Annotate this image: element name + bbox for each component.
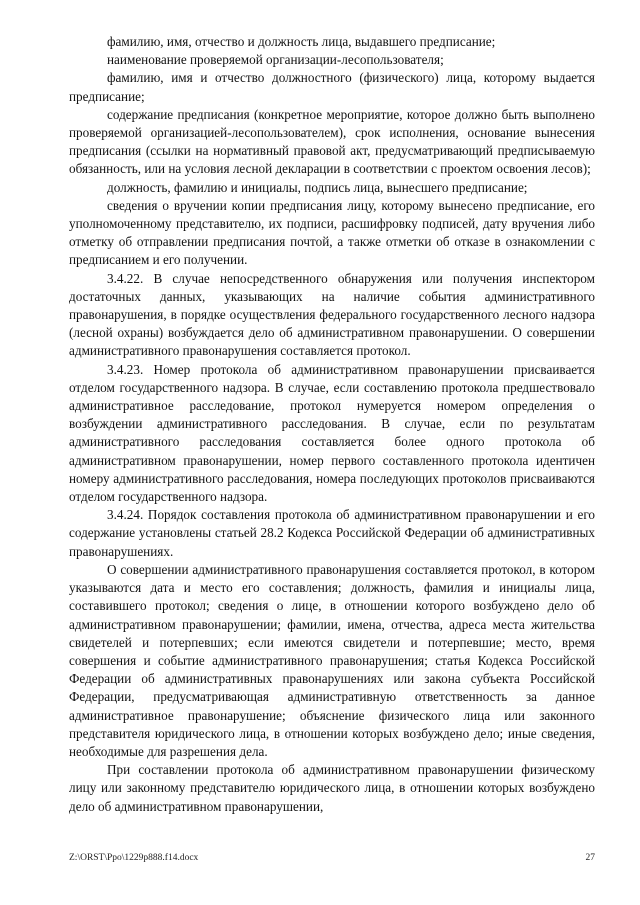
paragraph-content: содержание предписания (конкретное мероприятие, которое должно быть выполнено проверяемой организацией-лесопользователем), срок исполнения, основание вынесения предписания (ссылки на нормативный правовой акт, предусматривающий предписываемую обязанность, или на условия лесной декларации в соответствии с проектом освоения лесов); (69, 106, 595, 177)
document-body (69, 33, 595, 816)
paragraph-recipient: фамилию, имя и отчество должностного (физического) лица, которому выдается предписание; (69, 70, 595, 104)
paragraph-3-4-24: 3.4.24. Порядок составления протокола об административном правонарушении и его содержание установлены статьей 28.2 Кодекса Российской Федерации об административных правонарушениях. (69, 507, 595, 559)
footer-page-number: 27 (585, 853, 595, 863)
paragraph-delivery: сведения о вручении копии предписания лицу, которому вынесено предписание, его уполномоченному представителю, их подписи, расшифровку подписей, дату вручения либо отметку об отправлении предписания почтой, а также отметки об отказе в ознакомлении с предписанием и его получении. (69, 197, 595, 268)
paragraph-issuer: фамилию, имя, отчество и должность лица, выдавшего предписание; (107, 34, 496, 49)
paragraph-3-4-23: 3.4.23. Номер протокола об административном правонарушении присваивается отделом государственного надзора. В случае, если составлению протокола предшествовало административное расследование, протокол нумеруется номером определения о возбуждении административного расследования. В случае, если по результатам административного расследования составляется более одного протокола об административном правонарушении, номер первого составленного протокола идентичен номеру административного расследования, номера последующих протоколов присваиваются отделом государственного надзора. (69, 361, 595, 505)
paragraph-3-4-22: 3.4.22. В случае непосредственного обнаружения или получения инспектором достаточных данных, указывающих на наличие события административного правонарушения, в порядке осуществления федерального государственного лесного надзора (лесной охраны) возбуждается дело об административном правонарушении. О совершении административного правонарушения составляется протокол. (69, 270, 595, 359)
paragraph-signer: должность, фамилию и инициалы, подпись лица, вынесшего предписание; (107, 179, 528, 195)
footer-file-path: Z:\ORST\Ppo\1229p888.f14.docx (69, 853, 199, 863)
paragraph-protocol-content: О совершении административного правонарушения составляется протокол, в котором указываются дата и место его составления; должность, фамилия и инициалы лица, составившего протокол; сведения о лице, в отношении которого возбуждено дело об административном правонарушении; фамилии, имена, отчества, адреса места жительства свидетелей и потерпевших; если имеются свидетели и потерпевшие; место, время совершения и событие административного правонарушения; статья Кодекса Российской Федерации об административных правонарушениях или закона субъекта Российской Федерации, предусматривающая административную ответственность за данное административное правонарушение; объяснение физического лица или законного представителя юридического лица, в отношении которых возбуждено дело; иные сведения, необходимые для разрешения дела. (69, 561, 595, 759)
paragraph-organization: наименование проверяемой организации-лесопользователя; (107, 52, 444, 68)
page-footer (69, 853, 595, 863)
paragraph-protocol-drafting: При составлении протокола об административном правонарушении физическому лицу или законному представителю юридического лица, в отношении которых возбуждено дело об административном правонарушении, (69, 762, 595, 814)
